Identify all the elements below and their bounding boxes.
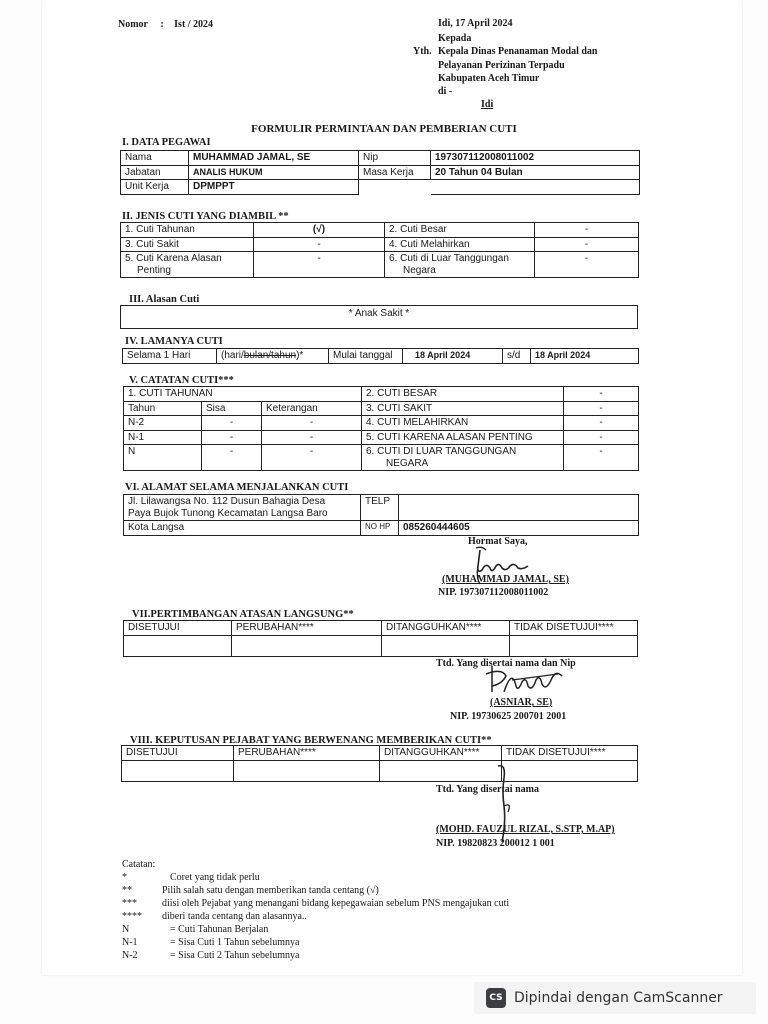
unit-prefix: (hari/	[221, 350, 244, 361]
record-year: N	[124, 445, 202, 471]
record-value: -	[564, 430, 639, 445]
col-disetujui: DISETUJUI	[122, 746, 234, 761]
annual-leave-title: 1. CUTI TAHUNAN	[124, 387, 362, 402]
duration-unit	[217, 349, 329, 364]
notes-list	[122, 872, 582, 963]
hormat-label: Hormat Saya,	[468, 536, 528, 547]
leave-type-label: 2. Cuti Besar	[385, 223, 535, 238]
note-text: diberi tanda centang dan alasannya..	[162, 911, 307, 922]
record-value: -	[564, 387, 639, 402]
col-tidak-disetujui: TIDAK DISETUJUI****	[510, 621, 638, 636]
official-nip: NIP. 19820823 200012 1 001	[436, 838, 555, 849]
start-label: Mulai tanggal	[329, 349, 403, 364]
record-keterangan: -	[262, 445, 362, 471]
col-perubahan: PERUBAHAN****	[232, 621, 382, 636]
note-item	[122, 924, 582, 937]
record-year: N-1	[124, 430, 202, 445]
nip-label: Nip	[359, 151, 431, 166]
leave-type-check: (√)	[254, 223, 385, 238]
col-sisa: Sisa	[202, 401, 262, 416]
supervisor-table	[123, 620, 638, 657]
reason-box	[120, 305, 638, 329]
section-2-heading: II. JENIS CUTI YANG DIAMBIL **	[122, 211, 289, 222]
reason-value: * Anak Sakit *	[348, 308, 410, 319]
section-4-heading: IV. LAMANYA CUTI	[125, 336, 223, 347]
section-5-heading: V. CATATAN CUTI***	[129, 375, 234, 386]
until-label: s/d	[503, 349, 531, 364]
empty-cell	[359, 180, 431, 195]
leave-type-label	[385, 252, 535, 278]
di-place: Idi	[481, 99, 494, 110]
official-name: (MOHD. FAUZUL RIZAL, S.STP, M.AP)	[436, 824, 615, 835]
unit-struck: bulan/tahun	[243, 350, 297, 361]
recipient-line-1: Kepala Dinas Penanaman Modal dan	[438, 46, 598, 57]
record-label-line: NEGARA	[386, 457, 429, 469]
recipient-line-3: Kabupaten Aceh Timur	[438, 73, 540, 84]
official-ttd: Ttd. Yang disertai nama	[436, 784, 539, 795]
notes-heading: Catatan:	[122, 859, 156, 870]
note-text: Coret yang tidak perlu	[170, 872, 260, 883]
place-date: Idi, 17 April 2024	[438, 18, 513, 29]
record-value: -	[564, 401, 639, 416]
note-text: = Cuti Tahunan Berjalan	[170, 924, 269, 935]
empty-cell	[234, 760, 380, 781]
duration-value: Selama 1 Hari	[123, 349, 217, 364]
col-keterangan: Keterangan	[262, 401, 362, 416]
empty-cell	[124, 635, 232, 656]
note-symbol: N-1	[122, 937, 138, 948]
col-disetujui: DISETUJUI	[124, 621, 232, 636]
leave-record-table	[123, 386, 639, 471]
empty-cell	[510, 635, 638, 656]
supervisor-nip: NIP. 19730625 200701 2001	[450, 711, 567, 722]
telp-label: TELP	[361, 495, 399, 521]
note-text: diisi oleh Pejabat yang menangani bidang kepegawaian sebelum PNS mengajukan cuti	[162, 898, 510, 909]
camscanner-watermark	[474, 982, 756, 1014]
note-item	[122, 898, 582, 911]
empty-cell	[122, 760, 234, 781]
address-line-2: Paya Bujok Tunong Kecamatan Langsa Baro	[128, 507, 328, 519]
empty-cell	[382, 635, 510, 656]
start-date: 18 April 2024	[403, 349, 503, 364]
leave-type-label-line: Negara	[403, 264, 436, 276]
supervisor-name: (ASNIAR, SE)	[490, 697, 553, 708]
leave-type-value: -	[535, 252, 639, 278]
record-label: 2. CUTI BESAR	[362, 387, 564, 402]
empty-cell	[232, 635, 382, 656]
record-label: 3. CUTI SAKIT	[362, 401, 564, 416]
nama-value: MUHAMMAD JAMAL, SE	[189, 151, 359, 166]
di-label: di -	[438, 86, 453, 97]
kepada-label: Kepada	[438, 33, 472, 44]
applicant-nip: NIP. 197307112008011002	[438, 587, 549, 598]
nomor-colon: :	[160, 19, 164, 30]
address-line-1: Jl. Lilawangsa No. 112 Dusun Bahagia Desa	[128, 496, 326, 507]
note-symbol: N	[122, 924, 130, 935]
telp-value	[399, 495, 639, 521]
form-title: FORMULIR PERMINTAAN DAN PEMBERIAN CUTI	[251, 123, 517, 135]
section-7-heading: VII.PERTIMBANGAN ATASAN LANGSUNG**	[132, 609, 354, 620]
section-8-heading: VIII. KEPUTUSAN PEJABAT YANG BERWENANG MEMBERIKAN CUTI**	[130, 735, 492, 746]
masa-kerja-label: Masa Kerja	[359, 165, 431, 180]
leave-type-value: -	[535, 237, 639, 252]
unit-kerja-label: Unit Kerja	[121, 180, 189, 195]
address-line	[124, 495, 361, 521]
nama-label: Nama	[121, 151, 189, 166]
record-keterangan: -	[262, 416, 362, 431]
applicant-name: (MUHAMMAD JAMAL, SE)	[442, 574, 569, 585]
leave-type-label: 4. Cuti Melahirkan	[385, 237, 535, 252]
note-item	[122, 937, 582, 950]
unit-kerja-value: DPMPPT	[189, 180, 359, 195]
col-tahun: Tahun	[124, 401, 202, 416]
note-symbol: ***	[122, 898, 137, 909]
supervisor-ttd: Ttd. Yang disertai nama dan Nip	[436, 658, 576, 669]
hp-value: 085260444605	[399, 521, 639, 536]
note-text: = Sisa Cuti 2 Tahun sebelumnya	[170, 950, 300, 961]
leave-type-value: -	[254, 252, 385, 278]
record-value: -	[564, 445, 639, 471]
leave-type-label-line: 6. Cuti di Luar Tanggungan	[389, 253, 509, 264]
hp-label: NO HP	[361, 521, 399, 536]
nomor-label: Nomor	[118, 19, 148, 30]
note-item	[122, 872, 582, 885]
leave-type-value: -	[254, 237, 385, 252]
camscanner-text: Dipindai dengan CamScanner	[514, 990, 723, 1006]
note-symbol: N-2	[122, 950, 138, 961]
nomor-value: Ist / 2024	[174, 19, 214, 30]
record-sisa: -	[202, 430, 262, 445]
camscanner-logo-icon: CS	[486, 988, 506, 1008]
record-label: 5. CUTI KARENA ALASAN PENTING	[362, 430, 564, 445]
record-sisa: -	[202, 416, 262, 431]
record-label-line: 6. CUTI DI LUAR TANGGUNGAN	[366, 446, 517, 457]
section-1-heading: I. DATA PEGAWAI	[122, 137, 211, 148]
note-symbol: *	[122, 872, 127, 883]
col-ditangguhkan: DITANGGUHKAN****	[380, 746, 502, 761]
recipient-line-2: Pelayanan Perizinan Terpadu	[438, 60, 565, 71]
unit-suffix: )*	[296, 350, 304, 361]
col-tidak-disetujui: TIDAK DISETUJUI****	[502, 746, 638, 761]
note-text: Pilih salah satu dengan memberikan tanda centang (√)	[162, 885, 379, 896]
record-label: 4. CUTI MELAHIRKAN	[362, 416, 564, 431]
leave-type-label: 3. Cuti Sakit	[121, 237, 254, 252]
record-value: -	[564, 416, 639, 431]
record-label	[362, 445, 564, 471]
employee-data-table	[120, 150, 640, 195]
note-text: = Sisa Cuti 1 Tahun sebelumnya	[170, 937, 300, 948]
address-table	[123, 494, 639, 536]
section-3-heading: III. Alasan Cuti	[129, 294, 200, 305]
leave-type-label: 1. Cuti Tahunan	[121, 223, 254, 238]
leave-type-table	[120, 222, 639, 278]
empty-cell	[431, 180, 640, 195]
note-item	[122, 950, 582, 963]
record-keterangan: -	[262, 430, 362, 445]
leave-duration-table	[122, 348, 639, 364]
official-decision-table	[121, 745, 638, 782]
leave-type-value: -	[535, 223, 639, 238]
note-item	[122, 911, 582, 924]
end-date: 18 April 2024	[531, 349, 639, 364]
leave-type-label-line: 5. Cuti Karena Alasan	[125, 253, 222, 264]
col-perubahan: PERUBAHAN****	[234, 746, 380, 761]
jabatan-label: Jabatan	[121, 165, 189, 180]
nomor-line	[118, 19, 213, 30]
nip-value: 197307112008011002	[431, 151, 640, 166]
record-sisa: -	[202, 445, 262, 471]
section-6-heading: VI. ALAMAT SELAMA MENJALANKAN CUTI	[125, 482, 349, 493]
leave-type-label-line: Penting	[137, 264, 171, 276]
leave-type-label	[121, 252, 254, 278]
jabatan-value: ANALIS HUKUM	[189, 165, 359, 180]
address-line-3: Kota Langsa	[124, 521, 361, 536]
note-symbol: **	[122, 885, 132, 896]
supervisor-signature	[482, 662, 568, 702]
record-year: N-2	[124, 416, 202, 431]
note-symbol: ****	[122, 911, 142, 922]
empty-cell	[380, 760, 502, 781]
col-ditangguhkan: DITANGGUHKAN****	[382, 621, 510, 636]
yth-label: Yth.	[413, 46, 432, 57]
masa-kerja-value: 20 Tahun 04 Bulan	[431, 165, 640, 180]
note-item	[122, 885, 582, 898]
